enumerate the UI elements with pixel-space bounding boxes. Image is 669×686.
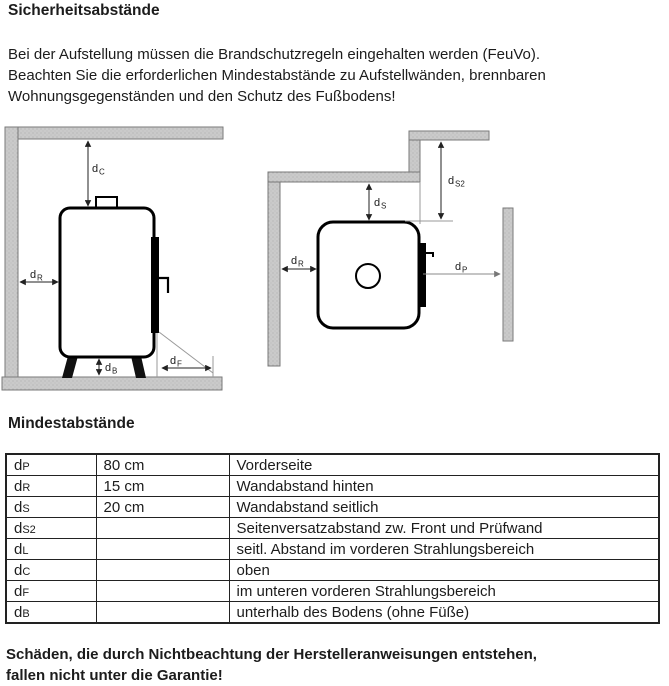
side-view-diagram <box>2 127 223 390</box>
page-title: Sicherheitsabstände <box>8 2 160 19</box>
symbol-cell: dC <box>6 560 96 581</box>
label-dr-sub: R <box>37 273 43 283</box>
label-dr-top-sub: R <box>298 259 304 269</box>
top-wall-rear <box>268 172 420 182</box>
description-cell: unterhalb des Bodens (ohne Füße) <box>229 602 659 624</box>
symbol-cell: dP <box>6 454 96 476</box>
min-distances-table <box>5 453 660 624</box>
value-cell: 20 cm <box>96 497 229 518</box>
table-row <box>6 539 659 560</box>
table-row <box>6 602 659 624</box>
stove-body-side <box>60 208 154 357</box>
symbol-cell: dL <box>6 539 96 560</box>
stove-leg <box>62 356 78 378</box>
value-cell <box>96 581 229 602</box>
value-cell: 80 cm <box>96 454 229 476</box>
label-db: d <box>105 362 112 374</box>
table-row <box>6 560 659 581</box>
symbol-cell: dS <box>6 497 96 518</box>
value-cell <box>96 539 229 560</box>
flue-outlet <box>356 264 380 288</box>
description-cell: Wandabstand hinten <box>229 476 659 497</box>
top-wall-left <box>268 182 280 366</box>
label-dr-top: d <box>291 255 298 267</box>
value-cell <box>96 602 229 624</box>
offset-wall-step <box>409 140 420 172</box>
label-db-sub: B <box>112 366 118 376</box>
side-wall-top <box>5 127 223 139</box>
label-ds2: d <box>448 175 455 187</box>
label-df-sub: F <box>177 359 182 369</box>
top-view-diagram <box>268 131 513 366</box>
symbol-cell: dR <box>6 476 96 497</box>
table-row <box>6 497 659 518</box>
stove-door-side <box>151 237 159 333</box>
value-cell <box>96 518 229 539</box>
table-row <box>6 476 659 497</box>
symbol-cell: dF <box>6 581 96 602</box>
intro-line: Beachten Sie die erforderlichen Mindestabstände zu Aufstellwänden, brennbaren <box>8 67 546 84</box>
description-cell: Vorderseite <box>229 454 659 476</box>
label-dp: d <box>455 261 462 273</box>
table-row <box>6 518 659 539</box>
table-row <box>6 454 659 476</box>
symbol-cell: dB <box>6 602 96 624</box>
side-wall-left <box>5 127 18 377</box>
table-row <box>6 581 659 602</box>
warning-line: fallen nicht unter die Garantie! <box>6 667 223 684</box>
description-cell: im unteren vorderen Strahlungsbereich <box>229 581 659 602</box>
description-cell: Wandabstand seitlich <box>229 497 659 518</box>
label-dr: d <box>30 269 37 281</box>
label-df: d <box>170 355 177 367</box>
pruefwand-front <box>503 208 513 341</box>
flue-collar <box>96 197 117 208</box>
value-cell <box>96 560 229 581</box>
label-ds2-sub: S2 <box>455 179 465 189</box>
label-dc: d <box>92 163 99 175</box>
description-cell: oben <box>229 560 659 581</box>
side-floor <box>2 377 222 390</box>
radiation-diagonal-line <box>159 332 213 373</box>
stove-leg <box>131 356 146 378</box>
intro-line: Bei der Aufstellung müssen die Brandschutzregeln eingehalten werden (FeuVo). <box>8 46 540 63</box>
safety-distance-diagrams <box>0 120 669 400</box>
stove-door-top <box>419 243 426 307</box>
label-dp-sub: P <box>462 265 468 275</box>
label-dc-sub: C <box>99 167 105 177</box>
intro-paragraph <box>8 44 546 107</box>
offset-wall-bar <box>409 131 489 140</box>
description-cell: seitl. Abstand im vorderen Strahlungsbereich <box>229 539 659 560</box>
intro-line: Wohnungsgegenständen und den Schutz des Fußbodens! <box>8 88 396 105</box>
label-ds-sub: S <box>381 201 387 211</box>
symbol-cell: dS2 <box>6 518 96 539</box>
warning-line: Schäden, die durch Nichtbeachtung der Herstelleranweisungen entstehen, <box>6 646 537 663</box>
door-handle-top <box>426 253 433 257</box>
value-cell: 15 cm <box>96 476 229 497</box>
description-cell: Seitenversatzabstand zw. Front und Prüfwand <box>229 518 659 539</box>
label-ds: d <box>374 197 381 209</box>
door-handle <box>159 278 168 293</box>
section-title: Mindestabstände <box>8 415 135 432</box>
